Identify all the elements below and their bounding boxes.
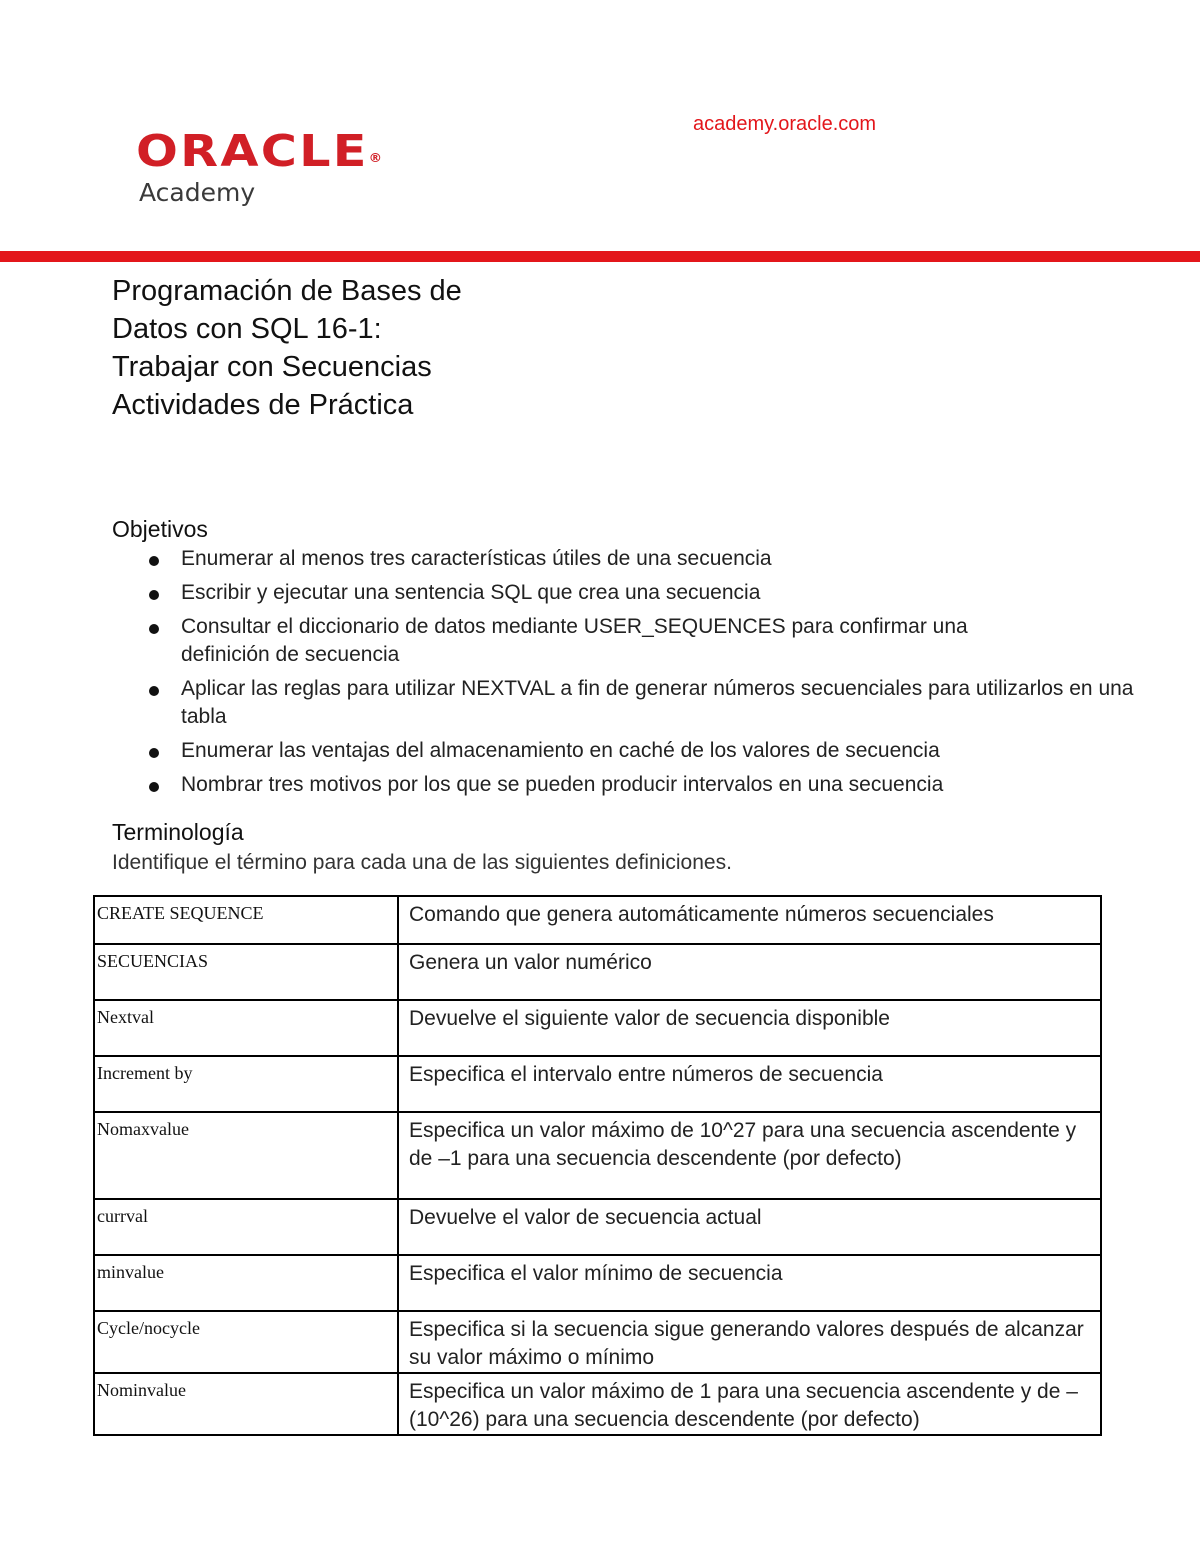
definition-cell: Genera un valor numérico bbox=[398, 944, 1101, 1000]
objectives-list bbox=[112, 545, 1134, 805]
definition-cell: Especifica un valor máximo de 10^27 para una secuencia ascendente y de –1 para una secuencia descendente (por defecto) bbox=[398, 1112, 1101, 1199]
list-item: Aplicar las reglas para utilizar NEXTVAL a fin de generar números secuenciales para utilizarlos en una tabla bbox=[112, 675, 1156, 731]
logo-brand: ORACLE® bbox=[136, 126, 383, 177]
definition-cell: Especifica el valor mínimo de secuencia bbox=[398, 1255, 1101, 1311]
bullet-icon bbox=[149, 556, 159, 566]
term-cell: currval bbox=[94, 1199, 398, 1255]
header-divider bbox=[0, 251, 1200, 262]
term-cell: Nominvalue bbox=[94, 1373, 398, 1435]
term-cell: CREATE SEQUENCE bbox=[94, 896, 398, 944]
list-item: Enumerar al menos tres características útiles de una secuencia bbox=[112, 545, 1112, 573]
bullet-icon bbox=[149, 748, 159, 758]
term-cell: Nomaxvalue bbox=[94, 1112, 398, 1199]
table-row bbox=[94, 1056, 1101, 1112]
title-line: Actividades de Práctica bbox=[112, 389, 414, 421]
page-title bbox=[112, 272, 462, 424]
definition-cell: Especifica un valor máximo de 1 para una secuencia ascendente y de – (10^26) para una secuencia descendente (por defecto) bbox=[398, 1373, 1101, 1435]
table-row bbox=[94, 1311, 1101, 1373]
site-url-link[interactable]: academy.oracle.com bbox=[693, 113, 877, 135]
bullet-icon bbox=[149, 782, 159, 792]
table-row bbox=[94, 1000, 1101, 1056]
table-row bbox=[94, 896, 1101, 944]
term-cell: minvalue bbox=[94, 1255, 398, 1311]
list-item: Nombrar tres motivos por los que se pueden producir intervalos en una secuencia bbox=[112, 771, 1112, 799]
bullet-icon bbox=[149, 686, 159, 696]
definition-cell: Devuelve el siguiente valor de secuencia disponible bbox=[398, 1000, 1101, 1056]
list-item: Escribir y ejecutar una sentencia SQL que crea una secuencia bbox=[112, 579, 1112, 607]
term-cell: Nextval bbox=[94, 1000, 398, 1056]
table-row bbox=[94, 1373, 1101, 1435]
terminology-instructions: Identifique el término para cada una de las siguientes definiciones. bbox=[112, 851, 732, 874]
title-line: Programación de Bases de bbox=[112, 275, 462, 307]
logo-sub: Academy bbox=[139, 178, 256, 207]
table-row bbox=[94, 944, 1101, 1000]
title-line: Datos con SQL 16-1: bbox=[112, 313, 382, 345]
terminology-heading: Terminología bbox=[112, 819, 244, 845]
list-item: Consultar el diccionario de datos mediante USER_SEQUENCES para confirmar una definición de secuencia bbox=[112, 613, 1061, 669]
title-line: Trabajar con Secuencias bbox=[112, 351, 432, 383]
definition-cell: Especifica el intervalo entre números de secuencia bbox=[398, 1056, 1101, 1112]
definition-cell: Especifica si la secuencia sigue generando valores después de alcanzar su valor máximo o mínimo bbox=[398, 1311, 1101, 1373]
definition-cell: Comando que genera automáticamente números secuenciales bbox=[398, 896, 1101, 944]
list-item: Enumerar las ventajas del almacenamiento en caché de los valores de secuencia bbox=[112, 737, 1112, 765]
table-row bbox=[94, 1255, 1101, 1311]
term-cell: Increment by bbox=[94, 1056, 398, 1112]
definition-cell: Devuelve el valor de secuencia actual bbox=[398, 1199, 1101, 1255]
term-cell: Cycle/nocycle bbox=[94, 1311, 398, 1373]
bullet-icon bbox=[149, 624, 159, 634]
table-row bbox=[94, 1112, 1101, 1199]
term-cell: SECUENCIAS bbox=[94, 944, 398, 1000]
terminology-table bbox=[93, 895, 1102, 1436]
objectives-heading: Objetivos bbox=[112, 516, 208, 542]
bullet-icon bbox=[149, 590, 159, 600]
table-row bbox=[94, 1199, 1101, 1255]
oracle-academy-logo bbox=[136, 126, 383, 208]
